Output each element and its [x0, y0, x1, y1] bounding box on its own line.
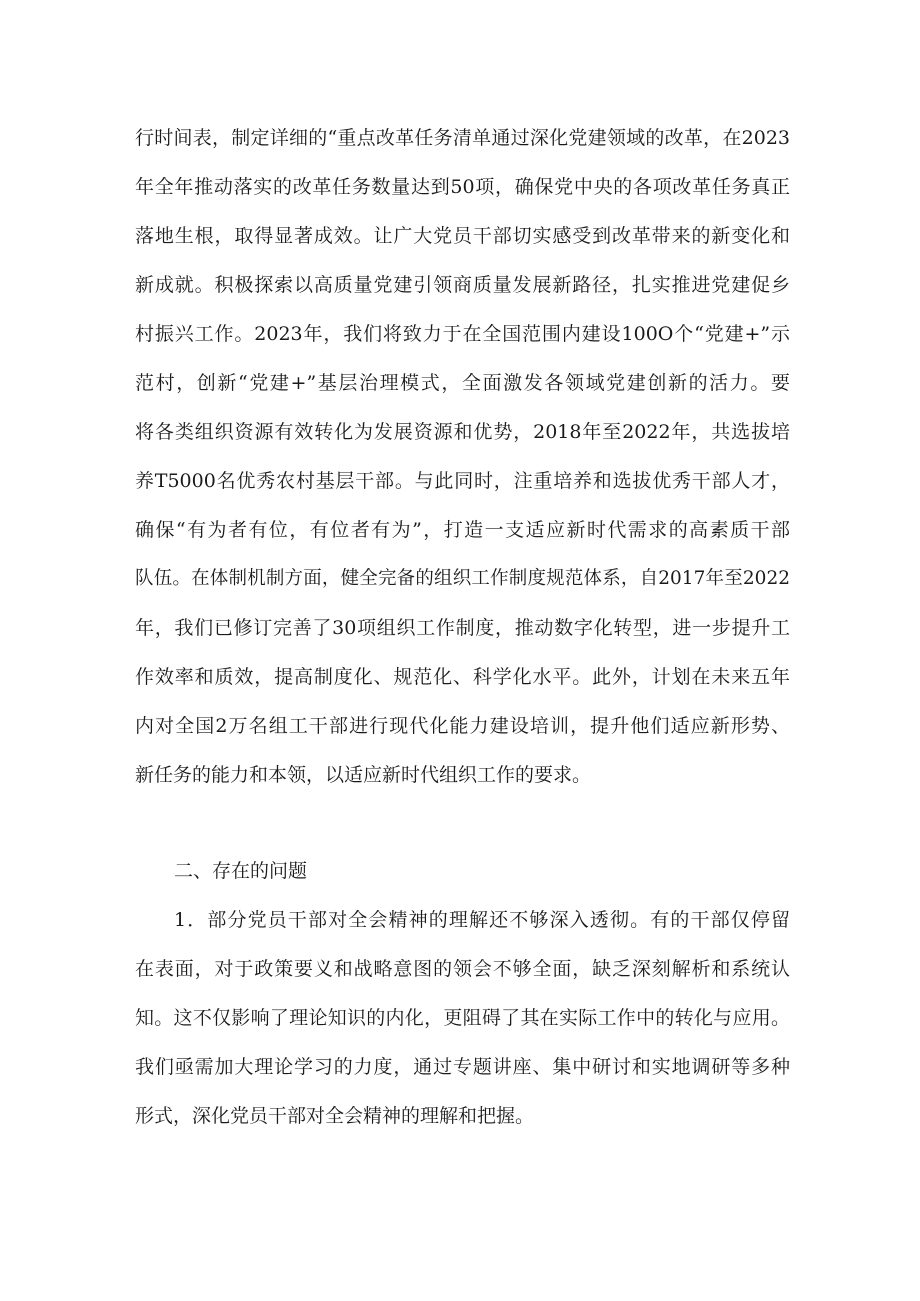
paragraph-line: 年，我们已修订完善了30项组织工作制度，推动数字化转型，进一步提升工	[135, 617, 790, 639]
paragraph-line: 确保“有为者有位，有位者有为”，打造一支适应新时代需求的高素质干部	[135, 519, 790, 541]
paragraph-line: 内对全国2万名组工干部进行现代化能力建设培训，提升他们适应新形势、	[135, 715, 790, 737]
paragraph-line: 在表面，对于政策要义和战略意图的领会不够全面，缺乏深刻解析和系统认	[135, 958, 790, 980]
paragraph-line: 作效率和质效，提高制度化、规范化、科学化水平。此外，计划在未来五年	[135, 666, 790, 688]
paragraph-line: 新任务的能力和本领，以适应新时代组织工作的要求。	[135, 764, 592, 786]
paragraph-line: 队伍。在体制机制方面，健全完备的组织工作制度规范体系，自2017年至2022	[135, 568, 790, 589]
paragraph-line: 将各类组织资源有效转化为发展资源和优势，2018年至2022年，共选拔培	[135, 421, 790, 443]
paragraph-line: 范村，创新“党建+”基层治理模式，全面激发各领域党建创新的活力。要	[135, 372, 790, 394]
section-heading: 二、存在的问题	[174, 860, 308, 882]
paragraph-line: 我们亟需加大理论学习的力度，通过专题讲座、集中研讨和实地调研等多种	[135, 1056, 790, 1078]
paragraph-line: 新成就。积极探索以高质量党建引领商质量发展新路径，扎实推进党建促乡	[135, 274, 790, 296]
paragraph-line: 落地生根，取得显著成效。让广大党员干部切实感受到改革带来的新变化和	[135, 225, 790, 247]
paragraph-line: 知。这不仅影响了理论知识的内化，更阻碍了其在实际工作中的转化与应用。	[135, 1007, 790, 1029]
paragraph-line: 1．部分党员干部对全会精神的理解还不够深入透彻。有的干部仅停留	[174, 909, 790, 931]
paragraph-line: 村振兴工作。2023年，我们将致力于在全国范围内建设100O个“党建+”示	[135, 323, 790, 345]
paragraph-line: 年全年推动落实的改革任务数量达到50项，确保党中央的各项改革任务真正	[135, 176, 790, 198]
paragraph-line: 行时间表，制定详细的“重点改革任务清单通过深化党建领域的改革，在2023	[135, 127, 790, 149]
paragraph-line: 养T5000名优秀农村基层干部。与此同时，注重培养和选拔优秀干部人才，	[135, 470, 790, 492]
paragraph-line: 形式，深化党员干部对全会精神的理解和把握。	[135, 1105, 535, 1127]
